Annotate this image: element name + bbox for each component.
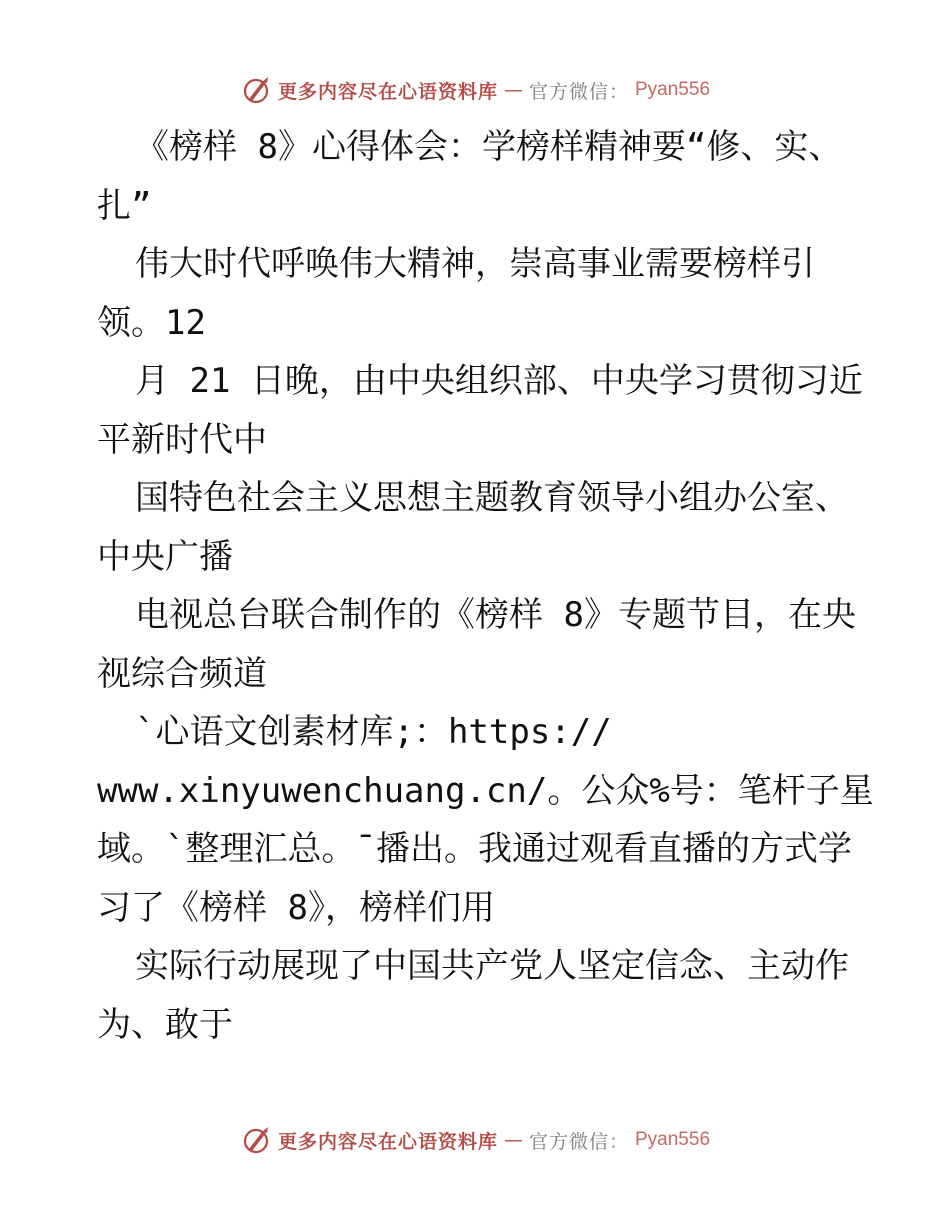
text-line: 为、敢于: [97, 1004, 233, 1045]
text-line: 电视总台联合制作的《榜样 8》专题节目，在央: [135, 595, 856, 635]
text-line: 习了《榜样 8》，榜样们用: [97, 887, 495, 928]
text-line: 实际行动展现了中国共产党人坚定信念、主动作: [135, 946, 849, 986]
text-line: 领。12: [97, 302, 206, 343]
document-body: [97, 118, 877, 1054]
text-line: 平新时代中: [97, 419, 267, 460]
text-line: 视综合频道: [97, 653, 267, 694]
text-line: 中央广播: [97, 536, 233, 577]
header-watermark-banner: [0, 70, 950, 110]
footer-watermark-banner: [0, 1120, 950, 1160]
text-line: 扎”: [97, 185, 152, 226]
banner-wechat-label: 官方微信：: [528, 80, 629, 103]
banner-wechat-id: Pyan556: [635, 1129, 711, 1150]
text-line: 伟大时代呼唤伟大精神，崇高事业需要榜样引: [135, 244, 815, 284]
banner-title: 更多内容尽在心语资料库: [277, 1130, 498, 1153]
quill-pen-logo-icon: [240, 1124, 272, 1156]
text-line: 《榜样 8》心得体会：学榜样精神要“修、实、: [135, 127, 843, 167]
quill-pen-logo-icon: [240, 74, 272, 106]
banner-wechat-id: Pyan556: [635, 79, 711, 100]
text-line: 国特色社会主义思想主题教育领导小组办公室、: [135, 478, 849, 518]
banner-dash: —: [503, 79, 523, 101]
text-line: 域。`整理汇总。¯播出。我通过观看直播的方式学: [97, 829, 852, 869]
banner-wechat-label: 官方微信：: [528, 1130, 629, 1153]
banner-title: 更多内容尽在心语资料库: [277, 80, 498, 103]
text-line: 月 21 日晚，由中央组织部、中央学习贯彻习近: [135, 361, 863, 401]
text-line: `心语文创素材库;：https://: [135, 712, 612, 752]
banner-dash: —: [503, 1129, 523, 1151]
text-line: www.xinyuwenchuang.cn/。公众%号：笔杆子星: [97, 770, 874, 811]
